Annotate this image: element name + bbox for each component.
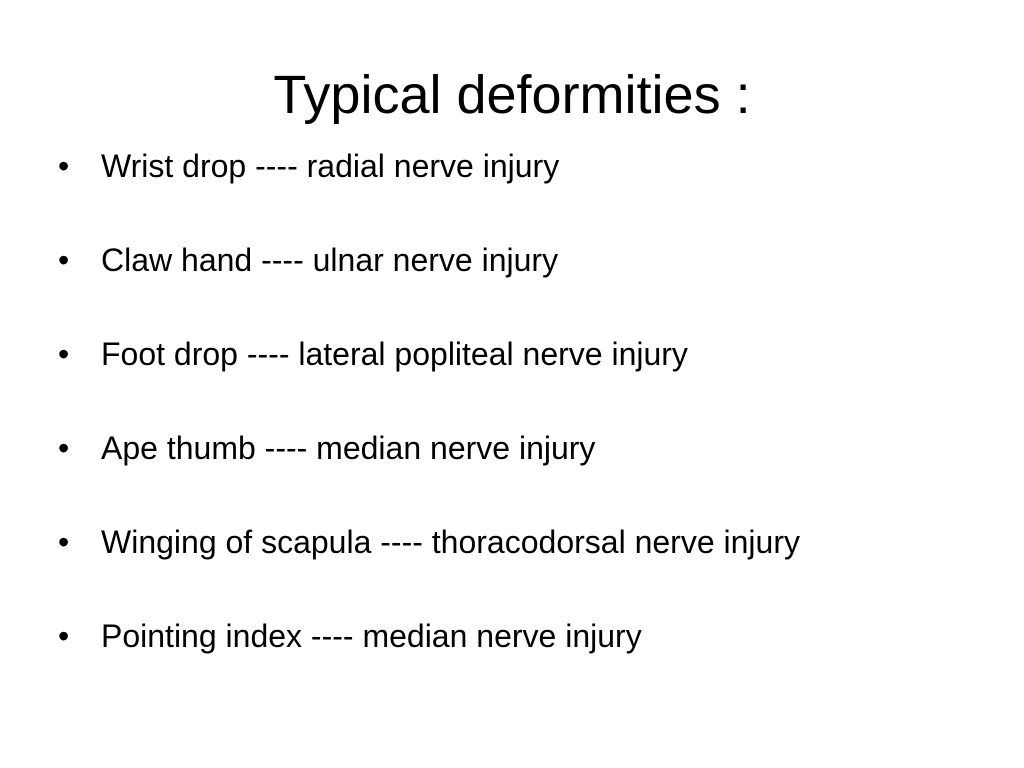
list-item-text: Foot drop ---- lateral popliteal nerve injury	[101, 336, 688, 372]
bullet-icon: •	[58, 524, 70, 560]
list-item-text: Claw hand ---- ulnar nerve injury	[101, 242, 559, 278]
list-item	[58, 148, 958, 184]
bullet-icon: •	[58, 148, 70, 184]
list-item	[58, 336, 958, 372]
list-item-text: Wrist drop ---- radial nerve injury	[101, 148, 560, 184]
bullet-list	[58, 148, 958, 712]
list-item-text: Ape thumb ---- median nerve injury	[101, 430, 596, 466]
list-item	[58, 524, 958, 560]
bullet-icon: •	[58, 618, 70, 654]
list-item-text: Pointing index ---- median nerve injury	[101, 618, 642, 654]
list-item	[58, 618, 958, 654]
bullet-icon: •	[58, 336, 70, 372]
list-item-text: Winging of scapula ---- thoracodorsal nerve injury	[101, 524, 800, 560]
list-item	[58, 242, 958, 278]
slide-title: Typical deformities :	[273, 65, 751, 125]
list-item	[58, 430, 958, 466]
bullet-icon: •	[58, 430, 70, 466]
bullet-icon: •	[58, 242, 70, 278]
